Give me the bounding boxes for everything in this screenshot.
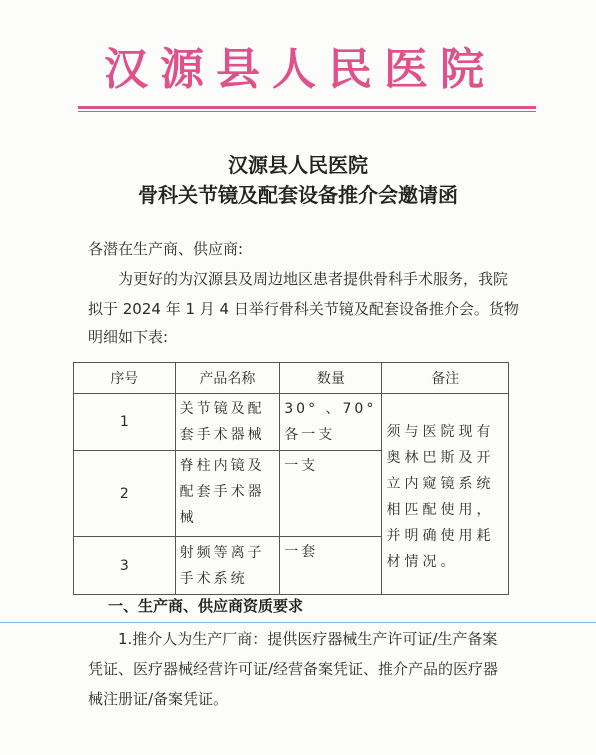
row-qty [280,451,382,537]
paragraph-line-3: 明细如下表: [88,328,169,346]
header-name: 产品名称 [175,363,280,394]
row-qty-text: 一支 [284,458,319,474]
header-no: 序号 [74,363,176,394]
letterhead-rule-thin [78,111,536,112]
item-line-2: 凭证、医疗器械经营许可证/经营备案凭证、推介产品的医疗器 [88,660,499,678]
row-qty [280,537,382,595]
paragraph-line-2: 拟于 2024 年 1 月 4 日举行骨科关节镜及配套设备推介会。货物 [88,300,519,318]
document-title-line2: 骨科关节镜及配套设备推介会邀请函 [138,183,458,207]
table-header-row [74,363,509,394]
document-title-line1: 汉源县人民医院 [228,153,368,177]
row-name [175,394,280,451]
row-name [175,537,280,595]
row-name-text: 关节镜及配套手术器械 [179,401,265,443]
row-name [175,451,280,537]
header-qty: 数量 [280,363,382,394]
row-qty-text: 30° 、70° 各一支 [284,401,377,443]
note-cell [382,394,509,595]
salutation: 各潜在生产商、供应商: [88,240,244,258]
scan-line [0,622,596,623]
table-row [74,394,509,451]
row-no: 2 [74,451,176,537]
row-name-text: 脊柱内镜及配套手术器械 [179,458,265,526]
letterhead-rule-thick [78,106,536,109]
products-table [73,362,509,595]
item-line-3: 械注册证/备案凭证。 [88,690,229,708]
hospital-letterhead: 汉源县人民医院 [104,44,496,95]
paragraph-line-1: 为更好的为汉源县及周边地区患者提供骨科手术服务，我院 [118,270,509,288]
note-text: 须与医院现有奥林巴斯及开立内窥镜系统相匹配使用，并明确使用耗材情况。 [386,424,495,570]
row-qty-text: 一套 [284,544,319,560]
section-heading: 一、生产商、供应商资质要求 [108,597,304,615]
row-no: 3 [74,537,176,595]
row-qty [280,394,382,451]
header-note: 备注 [382,363,509,394]
row-name-text: 射频等离子手术系统 [179,544,265,587]
row-no: 1 [74,394,176,451]
item-line-1: 1.推介人为生产厂商：提供医疗器械生产许可证/生产备案 [118,630,498,648]
